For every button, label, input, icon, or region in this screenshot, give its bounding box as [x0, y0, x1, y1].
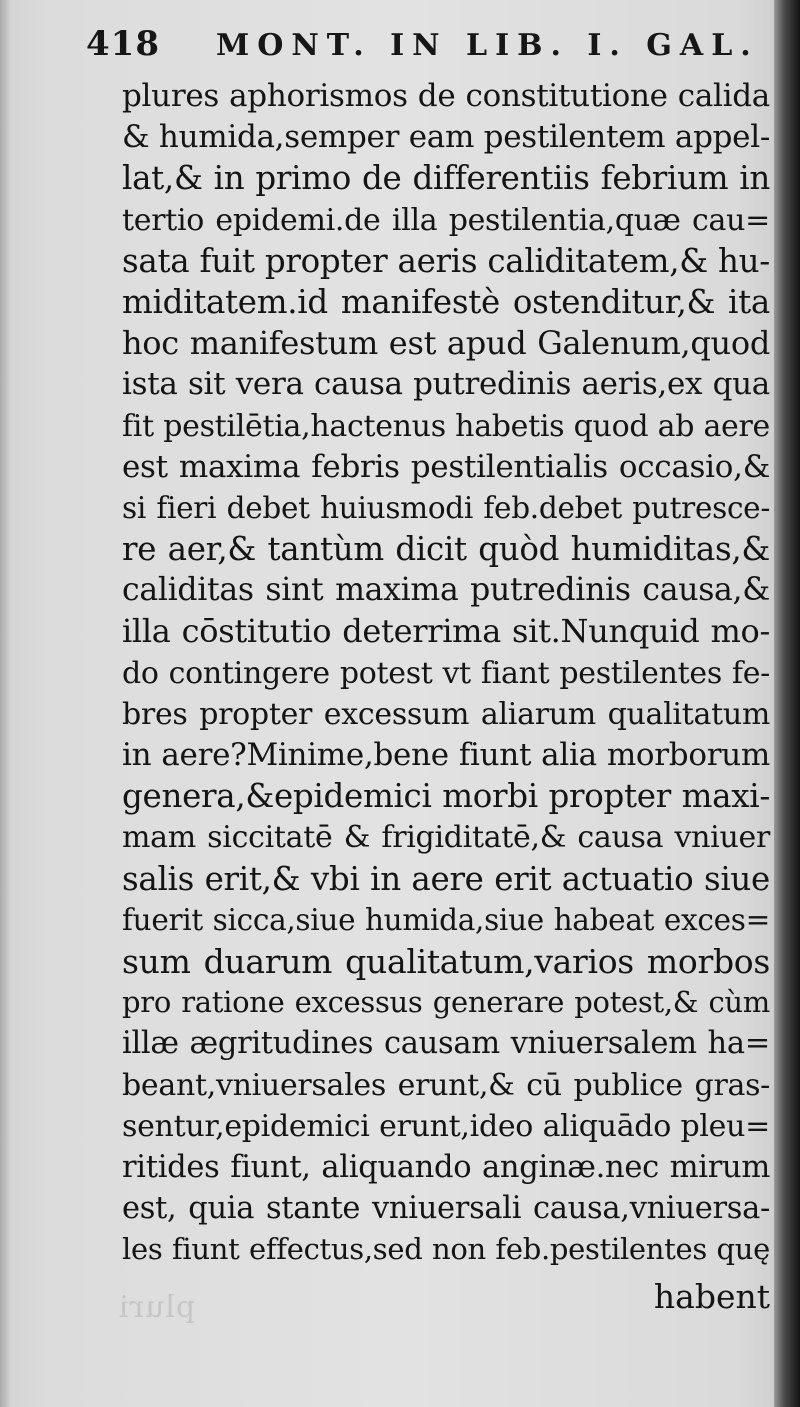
text-line: fit pestilētia,hactenus habetis quod ab aere [122, 408, 770, 444]
show-through-ink: pluri [118, 1290, 196, 1325]
page-edge-shadow [774, 0, 800, 1407]
text-line: plures aphorismos de constitutione calida [122, 78, 770, 114]
text-line: bres propter excessum aliarum qualitatum [122, 696, 770, 732]
text-line: est, quia stante vniuersali causa,vniuersa- [122, 1191, 770, 1227]
text-line: est maxima febris pestilentialis occasio,& [122, 448, 770, 485]
catchword: habent [653, 1277, 770, 1316]
body-text [122, 76, 770, 1270]
text-line: do contingere potest vt fiant pestilentes fe- [122, 655, 770, 691]
text-line: illa cōstitutio deterrima sit.Nunquid mo- [122, 612, 770, 651]
text-line: ista sit vera causa putredinis aeris,ex qua [122, 366, 770, 403]
text-line: re aer,& tantùm dicit quòd humiditas,& [122, 530, 770, 569]
text-line: hoc manifestum est apud Galenum,quod [122, 324, 770, 363]
text-line: mam siccitatē & frigiditatē,& causa vniuer [122, 820, 770, 856]
text-line: beant,vniuersales erunt,& cū publice gras- [122, 1067, 770, 1103]
text-line: in aere?Minime,bene fiunt alia morborum [122, 737, 770, 773]
text-line: si fieri debet huiusmodi feb.debet putresce- [122, 490, 770, 525]
text-line: genera,&epidemici morbi propter maxi- [122, 777, 770, 816]
text-line: caliditas sint maxima putredinis causa,& [122, 572, 770, 609]
text-line: miditatem.id manifestè ostenditur,& ita [122, 282, 770, 321]
text-line: sata fuit propter aeris caliditatem,& hu- [122, 241, 770, 280]
text-line: sentur,epidemici erunt,ideo aliquādo pleu= [122, 1108, 770, 1144]
page-number: 418 [86, 24, 160, 64]
text-line: les fiunt effectus,sed non feb.pestilentes quę [122, 1232, 770, 1267]
text-line: ritides fiunt, aliquando anginæ.nec mirum [122, 1149, 770, 1185]
text-line: tertio epidemi.de illa pestilentia,quæ cau= [122, 202, 770, 238]
text-line: sum duarum qualitatum,varios morbos [122, 941, 770, 981]
text-line: salis erit,& vbi in aere erit actuatio siue [122, 859, 770, 898]
page-gutter-shadow [0, 0, 10, 1407]
text-line: & humida,semper eam pestilentem appel- [122, 119, 770, 156]
text-line: pro ratione excessus generare potest,& cùm [122, 985, 770, 1020]
running-head: MONT. IN LIB. I. GAL. [216, 28, 759, 63]
text-line: illæ ægritudines causam vniuersalem ha= [122, 1026, 770, 1062]
text-line: fuerit sicca,siue humida,siue habeat exces= [122, 902, 770, 937]
text-line: lat,& in primo de differentiis febrium in [122, 159, 770, 198]
page-header [86, 24, 776, 68]
